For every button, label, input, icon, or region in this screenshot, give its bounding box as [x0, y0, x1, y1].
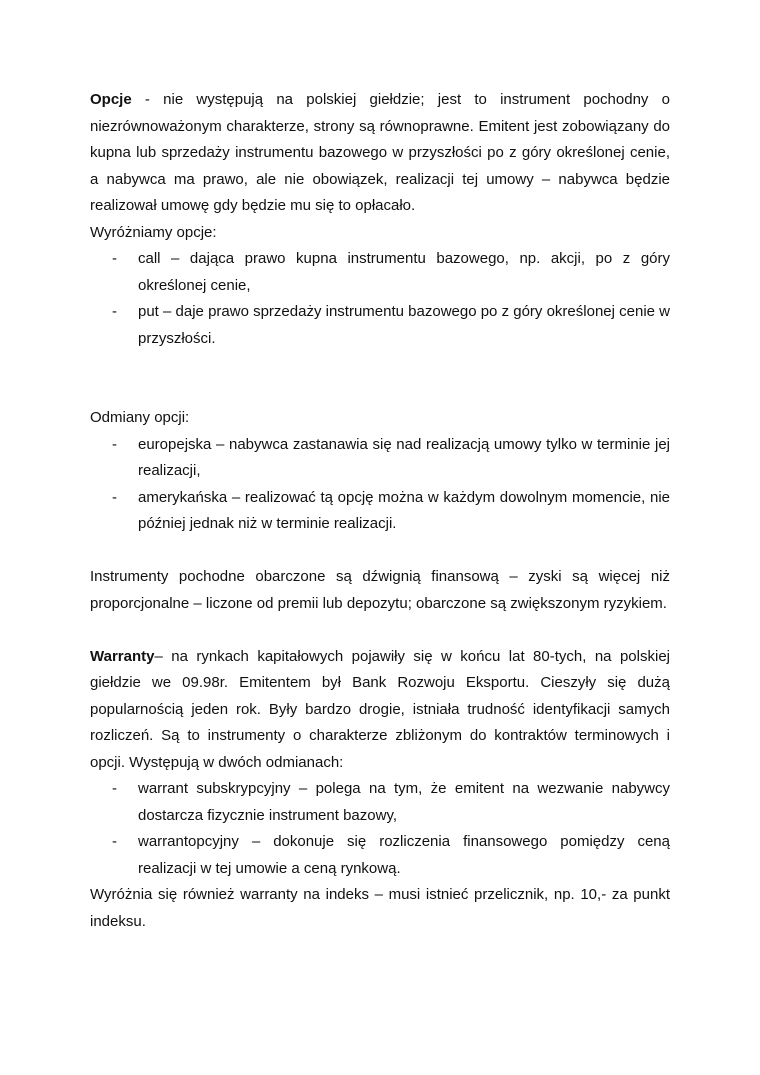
spacer — [90, 617, 670, 644]
odmiany-list — [90, 432, 670, 538]
list-item — [90, 829, 670, 882]
list-item-text: europejska – nabywca zastanawia się nad realizacją umowy tylko w terminie jej realizacji, — [138, 435, 670, 479]
list-marker: - — [112, 833, 117, 850]
warranty-list — [90, 776, 670, 882]
opcje-term: Opcje — [90, 91, 132, 108]
list-marker: - — [112, 303, 117, 320]
warranty-term: Warranty — [90, 647, 155, 665]
list-item-text: warrantopcyjny – dokonuje się rozliczenia finansowego pomiędzy ceną realizacji w tej umowie a ceną rynkową. — [138, 833, 670, 877]
opcje-intro: Wyróżniamy opcje: — [90, 223, 217, 241]
document-page — [90, 87, 670, 935]
instrumenty-paragraph: Instrumenty pochodne obarczone są dźwignią finansową – zyski są więcej niż proporcjonalne – liczone od premii lub depozytu; obarczone są zwiększonym ryzykiem. — [90, 568, 670, 612]
opcje-list — [90, 246, 670, 352]
list-marker: - — [112, 435, 117, 453]
list-item-text: call – dająca prawo kupna instrumentu bazowego, np. akcji, po z góry określonej cenie, — [138, 250, 670, 294]
list-item-text: amerykańska – realizować tą opcję można w każdym dowolnym momencie, nie później jednak niż w terminie realizacji. — [138, 488, 670, 532]
list-item-text: put – daje prawo sprzedaży instrumentu bazowego po z góry określonej cenie w przyszłości. — [138, 303, 670, 347]
spacer — [90, 538, 670, 565]
opcje-paragraph — [90, 87, 670, 220]
opcje-text: - nie występują na polskiej giełdzie; jest to instrument pochodny o niezrównoważonym charakterze, strony są równoprawne. Emitent jest zobowiązany do kupna lub sprzedaży instrumentu bazowego w przyszłości po z góry określonej cenie, a nabywca ma prawo, ale nie obowiązek, realizacji tej umowy – nabywca będzie realizował umowę gdy będzie mu się to opłacało. — [90, 91, 670, 214]
list-item — [90, 485, 670, 538]
list-item — [90, 246, 670, 299]
list-item — [90, 776, 670, 829]
list-marker: - — [112, 488, 117, 506]
list-marker: - — [112, 250, 117, 267]
list-marker: - — [112, 780, 117, 797]
list-item — [90, 299, 670, 352]
list-item — [90, 432, 670, 485]
warranty-text: – na rynkach kapitałowych pojawiły się w końcu lat 80-tych, na polskiej giełdzie we 09.98r. Emitentem był Bank Rozwoju Eksportu. Cieszyły się dużą popularnością jeden rok. Były bardzo drogie, istniała trudność identyfikacji samych rozliczeń. Są to instrumenty o charakterze zbliżonym do kontraktów terminowych i opcji. Występują w dwóch odmianach: — [90, 647, 670, 771]
list-item-text: warrant subskrypcyjny – polega na tym, że emitent na wezwanie nabywcy dostarcza fizycznie instrument bazowy, — [138, 780, 670, 824]
warranty-paragraph — [90, 644, 670, 777]
warranty-closing: Wyróżnia się również warranty na indeks – musi istnieć przelicznik, np. 10,- za punkt indeksu. — [90, 886, 670, 930]
odmiany-intro: Odmiany opcji: — [90, 409, 190, 426]
spacer — [90, 352, 670, 405]
